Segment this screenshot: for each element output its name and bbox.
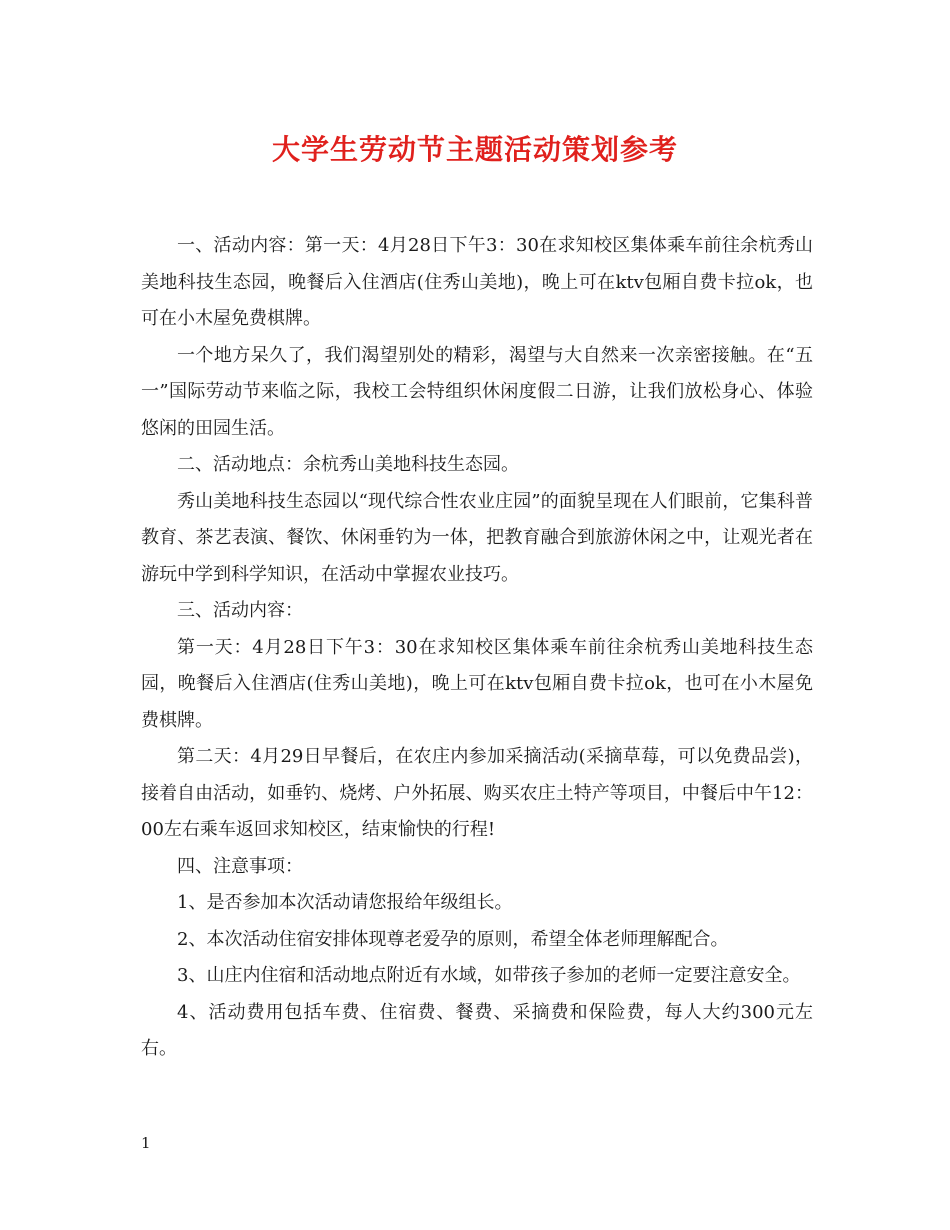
paragraph-location-description: 秀山美地科技生态园以“现代综合性农业庄园”的面貌呈现在人们眼前，它集科普教育、茶艺表演、餐饮、休闲垂钓为一体，把教育融合到旅游休闲之中，让观光者在游玩中学到科学知识，在活动中掌握农业技巧。 (141, 490, 813, 585)
paragraph-day-one: 第一天：4月28日下午3：30在求知校区集体乘车前往余杭秀山美地科技生态园，晚餐后入住酒店(住秀山美地)，晚上可在ktv包厢自费卡拉ok，也可在小木屋免费棋牌。 (141, 636, 813, 731)
paragraph-note-1: 1、是否参加本次活动请您报给年级组长。 (177, 892, 513, 913)
paragraph-location-heading: 二、活动地点：余杭秀山美地科技生态园。 (177, 454, 519, 475)
paragraph-day-two: 第二天：4月29日早餐后，在农庄内参加采摘活动(采摘草莓，可以免费品尝)，接着自由活动，如垂钓、烧烤、户外拓展、购买农庄土特产等项目，中餐后中午12：00左右乘车返回求知校区，结束愉快的行程! (141, 746, 813, 840)
page-number: 1 (141, 1134, 151, 1152)
paragraph-note-2: 2、本次活动住宿安排体现尊老爱孕的原则，希望全体老师理解配合。 (177, 928, 729, 950)
document-body (141, 228, 813, 1068)
paragraph-note-3: 3、山庄内住宿和活动地点附近有水域，如带孩子参加的老师一定要注意安全。 (177, 965, 801, 986)
paragraph-activity-content-intro: 一、活动内容：第一天：4月28日下午3：30在求知校区集体乘车前往余杭秀山美地科技生态园，晚餐后入住酒店(住秀山美地)，晚上可在ktv包厢自费卡拉ok，也可在小木屋免费棋牌。 (141, 235, 813, 329)
paragraph-note-4: 4、活动费用包括车费、住宿费、餐费、采摘费和保险费，每人大约300元左右。 (141, 1001, 813, 1059)
paragraph-background: 一个地方呆久了，我们渴望别处的精彩，渴望与大自然来一次亲密接触。在“五一”国际劳动节来临之际，我校工会特组织休闲度假二日游，让我们放松身心、体验悠闲的田园生活。 (141, 344, 813, 439)
document-title: 大学生劳动节主题活动策划参考 (271, 133, 678, 166)
paragraph-notes-heading: 四、注意事项： (177, 855, 303, 877)
paragraph-content-heading: 三、活动内容： (177, 600, 303, 621)
